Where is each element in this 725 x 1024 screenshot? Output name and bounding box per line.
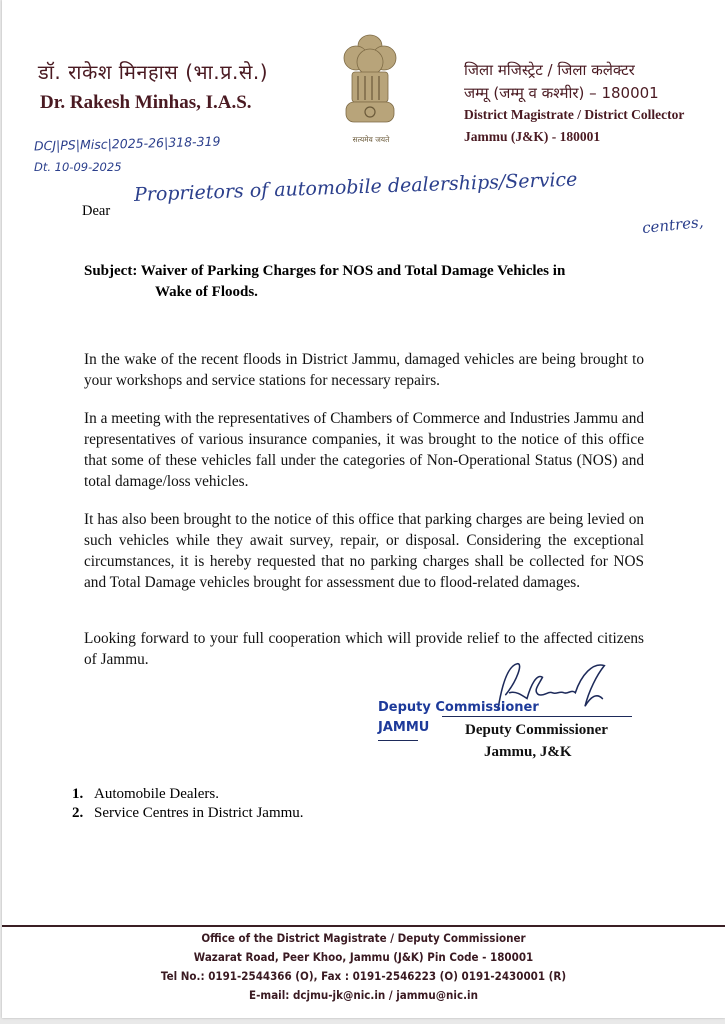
signatory-place: Jammu, J&K [484, 744, 572, 760]
footer-divider [2, 925, 725, 927]
officer-name-hindi: डॉ. राकेश मिनहास (भा.प्र.से.) [38, 60, 269, 84]
signature-line [442, 716, 632, 717]
body-paragraph-2: In a meeting with the representatives of Chambers of Commerce and Industries Jammu and representatives of various insurance companies, it was brought to the notice of this office that some of these vehicles fall under the categories of Non-Operational Status (NOS) and total damage/loss vehicles. [84, 410, 644, 490]
reference-number: DCJ|PS|Misc|2025-26|318-319 [33, 133, 221, 154]
official-stamp-line1: Deputy Commissioner [378, 700, 539, 715]
designation-hindi-line1: जिला मजिस्ट्रेट / जिला कलेक्टर [464, 61, 635, 79]
national-emblem-icon [338, 28, 402, 138]
reference-date: Dt. 10-09-2025 [34, 160, 122, 174]
letter-page [2, 0, 725, 1018]
addressee-handwritten: Proprietors of automobile dealerships/Service [133, 168, 578, 206]
list-item: 2. Service Centres in District Jammu. [72, 805, 304, 821]
official-stamp-line2: JAMMU [378, 720, 430, 735]
footer-phone: Tel No.: 0191-2544366 (O), Fax : 0191-2546223 (O) 0191-2430001 (R) [160, 969, 567, 983]
subject-line2: Wake of Floods. [155, 284, 258, 300]
place-english: Jammu (J&K) - 180001 [464, 129, 601, 144]
addressee-handwritten-line2: centres, [641, 212, 705, 238]
signatory-designation: Deputy Commissioner [465, 722, 608, 738]
designation-hindi-line2: जम्मू (जम्मू व कश्मीर) – 180001 [464, 84, 659, 102]
emblem-motto: सत्यमेव जयते [352, 135, 390, 144]
subject [84, 261, 664, 303]
footer [2, 929, 725, 1005]
footer-address: Wazarat Road, Peer Khoo, Jammu (J&K) Pin Code - 180001 [193, 950, 534, 964]
officer-name-english: Dr. Rakesh Minhas, I.A.S. [40, 92, 252, 113]
footer-email: E-mail: dcjmu-jk@nic.in / jammu@nic.in [249, 988, 478, 1002]
stamp-dash [378, 740, 418, 741]
body-paragraph-4: Looking forward to your full cooperation which will provide relief to the affected citizens of Jammu. [84, 630, 644, 668]
body-paragraph-3: It has also been brought to the notice of this office that parking charges are being levied on such vehicles while they await survey, repair, or disposal. Considering the exceptional circumstances, it is hereby requested that no parking charges shall be collected for NOS and Total Damage vehicles brought for assessment due to flood-related damages. [84, 511, 644, 591]
copy-list [72, 785, 304, 823]
footer-office: Office of the District Magistrate / Deputy Commissioner [201, 931, 526, 945]
designation-english: District Magistrate / District Collector [464, 107, 685, 122]
list-item: 1. Automobile Dealers. [72, 786, 219, 802]
subject-line1: Subject: Waiver of Parking Charges for NOS and Total Damage Vehicles in [84, 263, 566, 279]
body-paragraph-1: In the wake of the recent floods in District Jammu, damaged vehicles are being brought to your workshops and service stations for necessary repairs. [84, 351, 644, 389]
salutation: Dear [82, 203, 111, 219]
